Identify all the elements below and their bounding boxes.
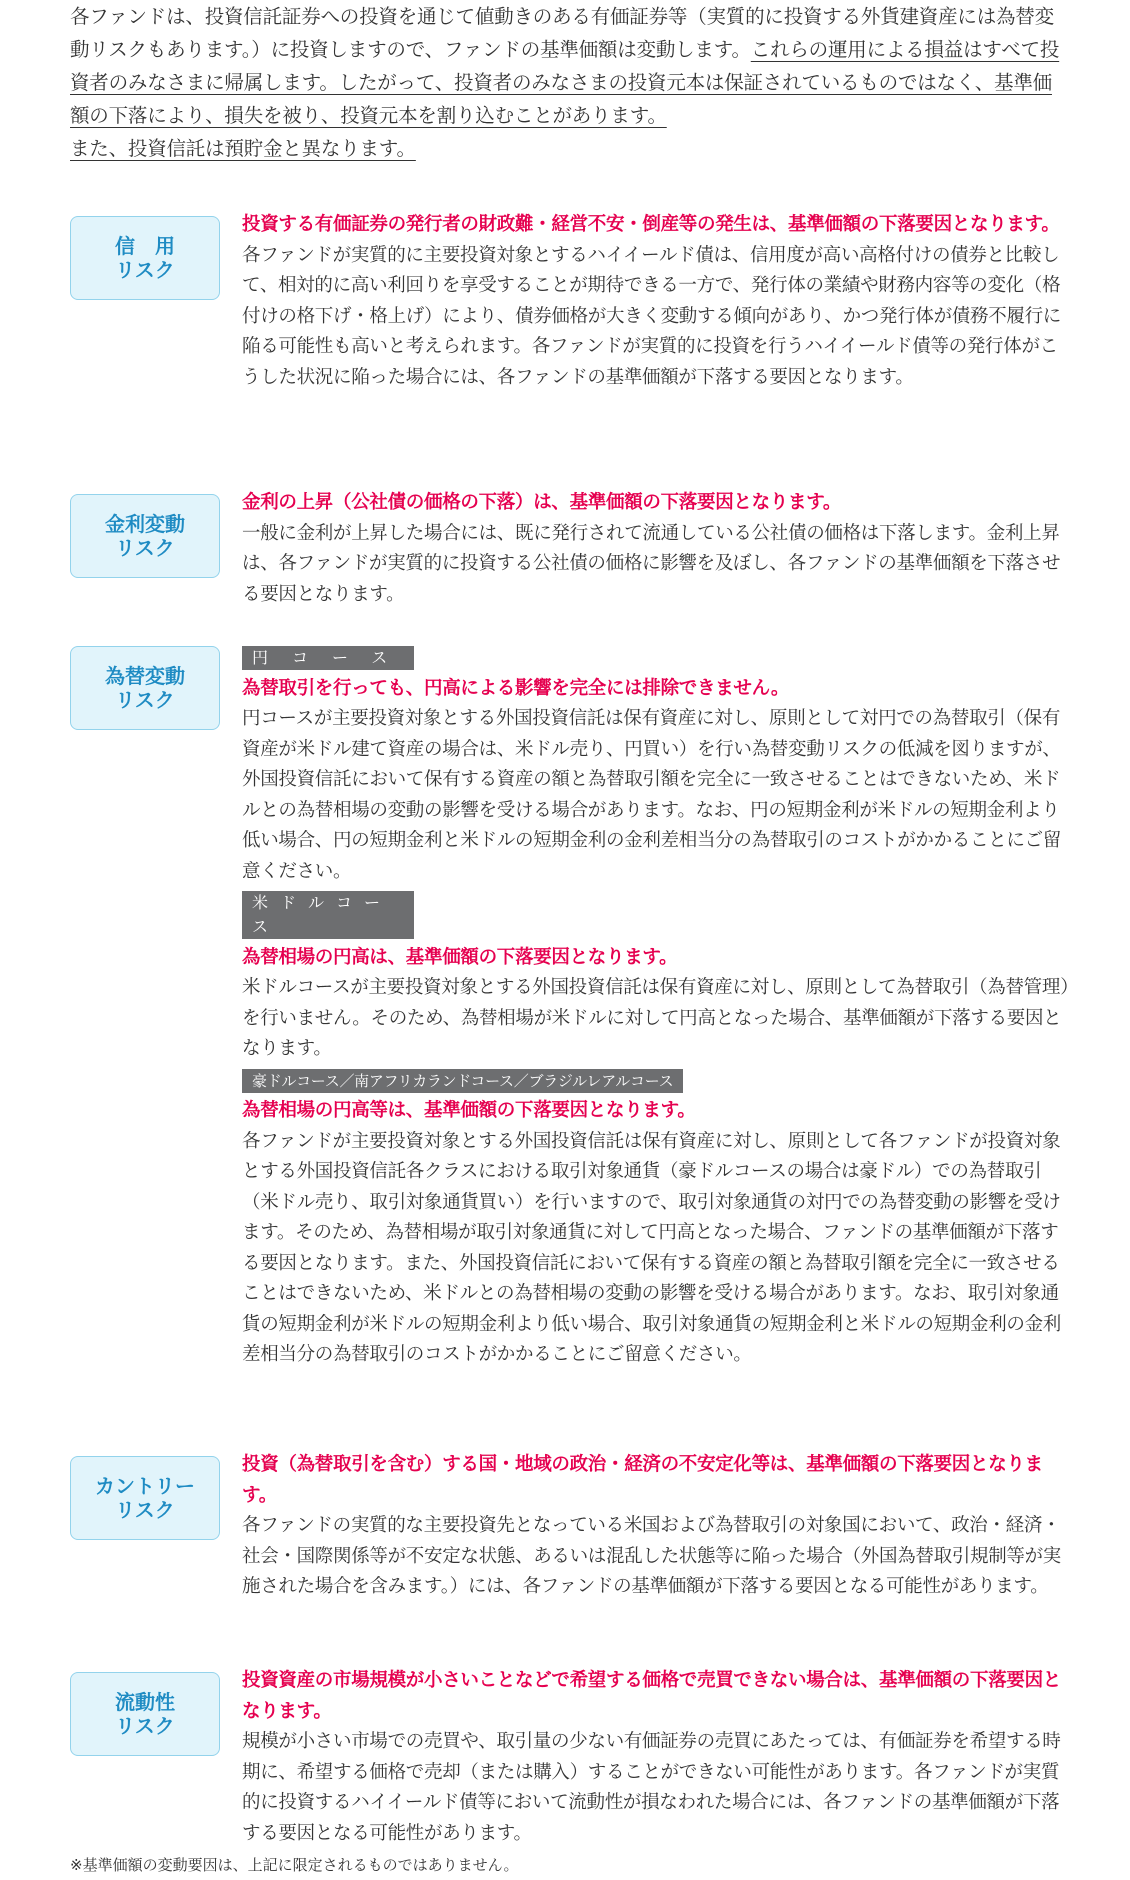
intro-part3: また、投資信託は預貯金と異なります。 — [70, 137, 416, 160]
course-tag-usd: 米ドルコース — [242, 891, 414, 939]
risk-country-body — [242, 1450, 1072, 1603]
risk-desc: 一般に金利が上昇した場合には、既に発行されて流通している公社債の価格は下落します。金利上昇は、各ファンドが実質的に投資する公社債の価格に影響を及ぼし、各ファンドの基準価額を下落させる要因となります。 — [242, 522, 1061, 605]
badge-label: リスク — [115, 536, 175, 560]
intro-part1: 各ファンドは、投資信託証券への投資を通じて値動きのある有価証券等（実質的に投資する外貨建資産には為替変動リスクもあります。）に投資しますので、ファンドの基準価額は変動します。 — [70, 5, 1054, 61]
badge-label: 金利変動 — [105, 512, 185, 536]
risk-credit-badge — [70, 216, 220, 300]
risk-desc: 各ファンドの実質的な主要投資先となっている米国および為替取引の対象国において、政治・経済・社会・国際関係等が不安定な状態、あるいは混乱した状態等に陥った場合（外国為替取引規制等が実施された場合を含みます。）には、各ファンドの基準価額が下落する要因となる可能性があります。 — [242, 1515, 1062, 1597]
risk-liquidity-badge — [70, 1672, 220, 1756]
risk-desc: 規模が小さい市場での売買や、取引量の少ない有価証券の売買にあたっては、有価証券を希望する時期に、希望する価格で売却（または購入）することができない可能性があります。各ファンドが実質的に投資するハイイールド債等において流動性が損なわれた場合には、各ファンドの基準価額が下落する要因となる可能性があります。 — [242, 1731, 1061, 1844]
risk-lead: 投資資産の市場規模が小さいことなどで希望する価格で売買できない場合は、基準価額の下落要因となります。 — [242, 1670, 1062, 1722]
badge-label: 為替変動 — [105, 664, 185, 688]
intro-text — [70, 0, 1070, 165]
badge-label: リスク — [115, 1498, 175, 1522]
risk-desc: 各ファンドが実質的に主要投資対象とするハイイールド債は、信用度が高い高格付けの債券と比較して、相対的に高い利回りを享受することが期待できる一方で、発行体の業績や財務内容等の変化（格付けの格下げ・格上げ）により、債券価格が大きく変動する傾向があり、かつ発行体が債務不履行に陥る可能性も高いと考えられます。各ファンドが実質的に投資を行うハイイールド債等の発行体がこうした状況に陥った場合には、各ファンドの基準価額が下落する要因となります。 — [242, 244, 1062, 388]
risk-lead: 金利の上昇（公社債の価格の下落）は、基準価額の下落要因となります。 — [242, 492, 842, 513]
course-tag-others: 豪ドルコース／南アフリカランドコース／ブラジルレアルコース — [242, 1069, 683, 1093]
risk-interest-badge — [70, 494, 220, 578]
footnote: ※基準価額の変動要因は、上記に限定されるものではありません。 — [70, 1856, 519, 1874]
risk-lead: 投資（為替取引を含む）する国・地域の政治・経済の不安定化等は、基準価額の下落要因となります。 — [242, 1454, 1043, 1506]
badge-label: リスク — [115, 1714, 175, 1738]
risk-liquidity-body — [242, 1666, 1072, 1849]
risk-desc: 米ドルコースが主要投資対象とする外国投資信託は保有資産に対し、原則として為替取引（為替管理）を行いません。そのため、為替相場が米ドルに対して円高となった場合、基準価額が下落する要因となります。 — [242, 977, 1070, 1059]
badge-label: 流動性 — [115, 1690, 175, 1714]
badge-label: リスク — [115, 258, 175, 282]
risk-lead: 投資する有価証券の発行者の財政難・経営不安・倒産等の発生は、基準価額の下落要因となります。 — [242, 214, 1060, 235]
risk-lead: 為替相場の円高は、基準価額の下落要因となります。 — [242, 946, 678, 968]
risk-credit-body — [242, 210, 1072, 393]
risk-fx-badge — [70, 646, 220, 730]
risk-interest-body — [242, 488, 1072, 610]
risk-country-badge — [70, 1456, 220, 1540]
risk-lead: 為替取引を行っても、円高による影響を完全には排除できません。 — [242, 677, 790, 699]
risk-fx-body — [242, 642, 1072, 1371]
badge-label: 信 用 — [115, 234, 175, 258]
risk-lead: 為替相場の円高等は、基準価額の下落要因となります。 — [242, 1100, 696, 1121]
risk-desc: 円コースが主要投資対象とする外国投資信託は保有資産に対し、原則として対円での為替取引（保有資産が米ドル建て資産の場合は、米ドル売り、円買い）を行い為替変動リスクの低減を図りますが、外国投資信託において保有する資産の額と為替取引額を完全に一致させることはできないため、米ドルとの為替相場の変動の影響を受ける場合があります。なお、円の短期金利が米ドルの短期金利より低い場合、円の短期金利と米ドルの短期金利の金利差相当分の為替取引のコストがかかることにご留意ください。 — [242, 708, 1062, 882]
badge-label: リスク — [115, 688, 175, 712]
badge-label: カントリー — [95, 1474, 195, 1498]
risk-desc: 各ファンドが主要投資対象とする外国投資信託は保有資産に対し、原則として各ファンドが投資対象とする外国投資信託各クラスにおける取引対象通貨（豪ドルコースの場合は豪ドル）での為替取引（米ドル売り、取引対象通貨買い）を行いますので、取引対象通貨の対円での為替変動の影響を受けます。そのため、為替相場が取引対象通貨に対して円高となった場合、ファンドの基準価額が下落する要因となります。また、外国投資信託において保有する資産の額と為替取引額を完全に一致させることはできないため、米ドルとの為替相場の変動の影響を受ける場合があります。なお、取引対象通貨の短期金利が米ドルの短期金利より低い場合、取引対象通貨の短期金利と米ドルの短期金利の金利差相当分の為替取引のコストがかかることにご留意ください。 — [242, 1130, 1062, 1365]
intro-part2: これらの運用による損益はすべて投資者のみなさまに帰属します。したがって、投資者のみなさまの投資元本は保証されているものではなく、基準価額の下落により、損失を被り、投資元本を割り込むことがあります。 — [70, 38, 1060, 127]
course-tag-yen: 円コース — [242, 646, 414, 670]
